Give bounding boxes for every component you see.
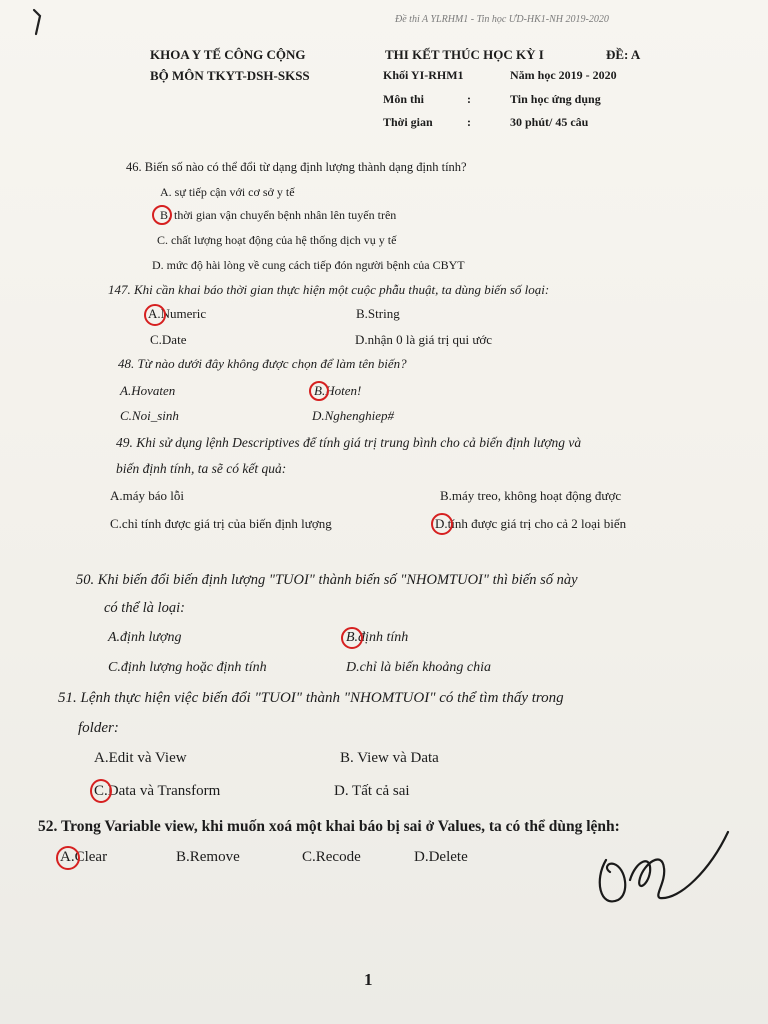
- option-47b: B.String: [356, 306, 400, 321]
- option-52d: D.Delete: [414, 849, 468, 865]
- option-52b: B.Remove: [176, 849, 240, 865]
- option-46c: C. chất lượng hoạt động của hệ thống dịch vụ y tế: [157, 233, 397, 247]
- option-47c: C.Date: [150, 332, 187, 347]
- cohort: Khối YI-RHM1: [383, 68, 464, 82]
- school-name: KHOA Y TẾ CÔNG CỘNG: [150, 47, 306, 62]
- option-48c: C.Noi_sinh: [120, 408, 179, 423]
- answer-circle-46: [152, 205, 172, 225]
- pen-mark-icon: [26, 6, 52, 36]
- option-48d: D.Nghenghiep#: [312, 408, 394, 423]
- option-50a: A.định lượng: [108, 630, 182, 645]
- option-51c: C.Data và Transform: [94, 783, 221, 799]
- question-48: 48. Từ nào dưới đây không được chọn để làm tên biến?: [118, 356, 407, 371]
- question-49-line2: biến định tính, ta sẽ có kết quả:: [116, 461, 287, 476]
- option-48a: A.Hovaten: [120, 383, 176, 398]
- department-name: BỘ MÔN TKYT-DSH-SKSS: [150, 68, 310, 83]
- option-50c: C.định lượng hoặc định tính: [108, 660, 267, 675]
- time-label: Thời gian: [383, 115, 433, 129]
- option-47d: D.nhận 0 là giá trị qui ước: [355, 332, 493, 347]
- time-colon: :: [467, 115, 471, 129]
- option-48b: B.Hoten!: [314, 383, 362, 398]
- option-49a: A.máy báo lỗi: [110, 488, 185, 503]
- question-50-line1: 50. Khi biến đổi biến định lượng "TUOI" thành biến số "NHOMTUOI" thì biến số này: [76, 572, 578, 588]
- option-49d: D.tính được giá trị cho cả 2 loại biến: [435, 516, 627, 531]
- answer-circle-48: [309, 381, 329, 401]
- option-51b: B. View và Data: [340, 750, 439, 766]
- option-52a: A.Clear: [60, 849, 108, 865]
- option-49c: C.chỉ tính được giá trị của biến định lượng: [110, 516, 332, 531]
- answer-circle-51: [90, 779, 112, 803]
- answer-circle-49: [431, 513, 453, 535]
- question-52: 52. Trong Variable view, khi muốn xoá một khai báo bị sai ở Values, ta có thể dùng lệnh:: [38, 818, 620, 835]
- header-note: Đề thi A YLRHM1 - Tin học ƯD-HK1-NH 2019-2020: [395, 14, 609, 25]
- option-51d: D. Tất cả sai: [334, 783, 410, 799]
- answer-circle-50: [341, 627, 363, 649]
- subject-value: Tin học ứng dụng: [510, 92, 601, 106]
- question-46: 46. Biến số nào có thể đổi từ dạng định lượng thành dạng định tính?: [126, 160, 467, 174]
- subject-colon: :: [467, 92, 471, 106]
- page-number: 1: [364, 970, 373, 989]
- option-49b: B.máy treo, không hoạt động được: [440, 488, 622, 503]
- option-46b: B. thời gian vận chuyển bệnh nhân lên tuyến trên: [160, 208, 397, 222]
- answer-circle-52: [56, 846, 80, 870]
- question-49-line1: 49. Khi sử dụng lệnh Descriptives để tính giá trị trung bình cho cả biến định lượng và: [116, 435, 582, 450]
- exam-code: ĐỀ: A: [606, 47, 641, 62]
- school-year: Năm học 2019 - 2020: [510, 68, 617, 82]
- option-46a: A. sự tiếp cận với cơ sở y tế: [160, 185, 295, 199]
- option-47a: A.Numeric: [148, 306, 207, 321]
- option-51a: A.Edit và View: [94, 750, 187, 766]
- option-50b: B.định tính: [346, 630, 409, 645]
- subject-label: Môn thi: [383, 92, 425, 106]
- option-50d: D.chỉ là biến khoảng chia: [346, 660, 492, 675]
- question-47: 147. Khi cần khai báo thời gian thực hiện một cuộc phẫu thuật, ta dùng biến số loại:: [108, 282, 550, 297]
- exam-title: THI KẾT THÚC HỌC KỲ I: [385, 47, 544, 62]
- question-51-line2: folder:: [78, 720, 119, 736]
- answer-circle-47: [144, 304, 166, 326]
- question-51-line1: 51. Lệnh thực hiện việc biến đổi "TUOI" thành "NHOMTUOI" có thể tìm thấy trong: [58, 690, 564, 706]
- option-46d: D. mức độ hài lòng về cung cách tiếp đón người bệnh của CBYT: [152, 258, 465, 272]
- option-52c: C.Recode: [302, 849, 361, 865]
- question-50-line2: có thể là loại:: [104, 600, 185, 616]
- time-value: 30 phút/ 45 câu: [510, 115, 589, 129]
- signature-icon: [590, 820, 740, 920]
